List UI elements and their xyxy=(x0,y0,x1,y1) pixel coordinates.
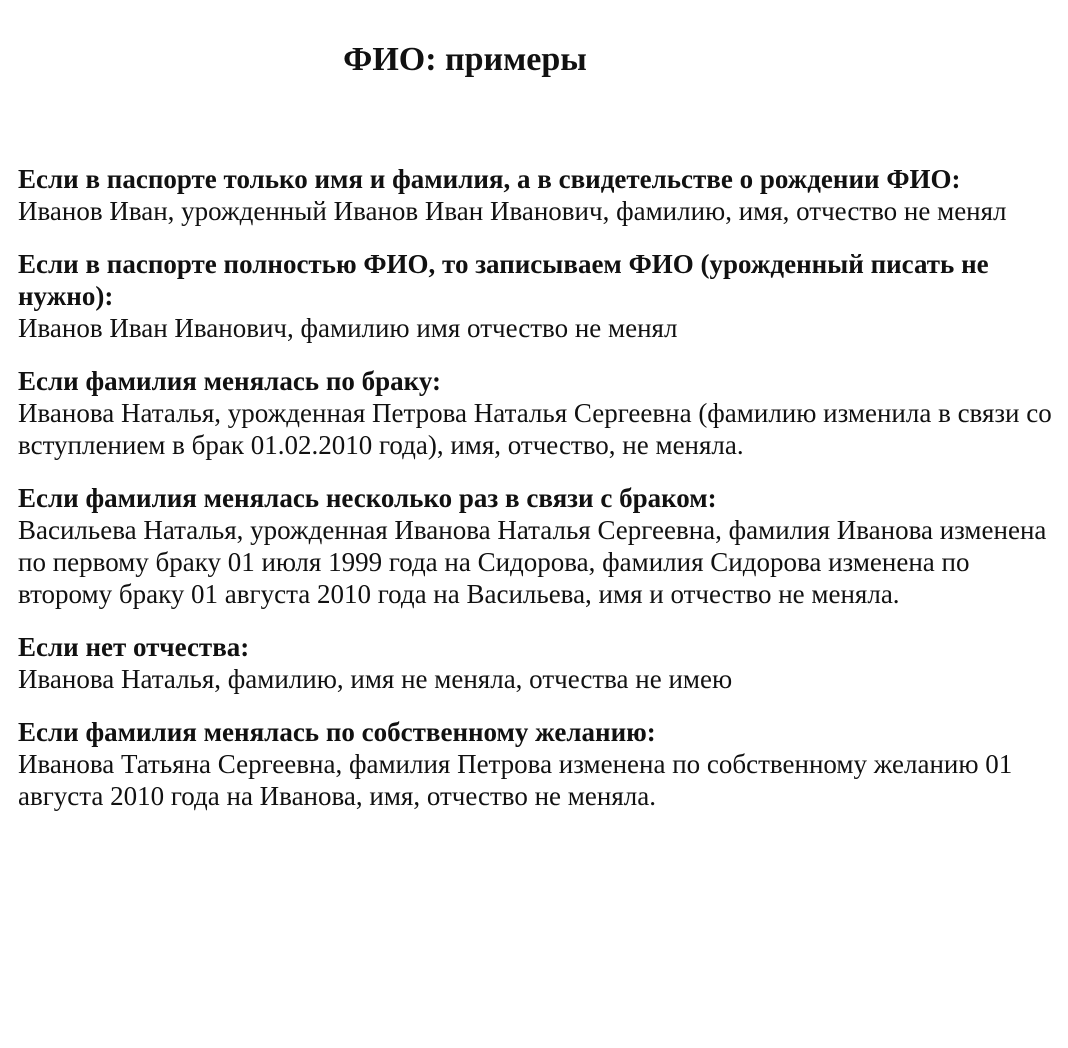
section-body: Иванов Иван Иванович, фамилию имя отчество не менял xyxy=(18,313,678,343)
section-heading: Если фамилия менялась по собственному желанию: xyxy=(18,717,656,747)
example-section-surname-changed-voluntarily xyxy=(18,716,1053,812)
examples-list xyxy=(18,163,1053,833)
section-body: Иванова Наталья, урожденная Петрова Наталья Сергеевна (фамилию изменила в связи со вступлением в брак 01.02.2010 года), имя, отчество, не меняла. xyxy=(18,398,1052,460)
section-body: Иванов Иван, урожденный Иванов Иван Иванович, фамилию, имя, отчество не менял xyxy=(18,196,1007,226)
section-heading: Если фамилия менялась несколько раз в связи с браком: xyxy=(18,483,717,513)
section-heading: Если нет отчества: xyxy=(18,632,250,662)
example-section-passport-full-name xyxy=(18,248,1053,344)
section-body: Васильева Наталья, урожденная Иванова Наталья Сергеевна, фамилия Иванова изменена по первому браку 01 июля 1999 года на Сидорова, фамилия Сидорова изменена по второму браку 01 августа 2010 года на Васильева, имя и отчество не меняла. xyxy=(18,515,1047,609)
example-section-surname-changed-multiple-marriages xyxy=(18,482,1053,610)
section-heading: Если в паспорте полностью ФИО, то записываем ФИО (урожденный писать не нужно): xyxy=(18,249,989,311)
section-body: Иванова Наталья, фамилию, имя не меняла, отчества не имею xyxy=(18,664,733,694)
example-section-passport-name-only xyxy=(18,163,1053,227)
section-body: Иванова Татьяна Сергеевна, фамилия Петрова изменена по собственному желанию 01 августа 2010 года на Иванова, имя, отчество не меняла. xyxy=(18,749,1013,811)
page-title: ФИО: примеры xyxy=(343,41,587,78)
section-heading: Если фамилия менялась по браку: xyxy=(18,366,441,396)
example-section-surname-changed-by-marriage xyxy=(18,365,1053,461)
example-section-no-patronymic xyxy=(18,631,1053,695)
section-heading: Если в паспорте только имя и фамилия, а в свидетельстве о рождении ФИО: xyxy=(18,164,961,194)
